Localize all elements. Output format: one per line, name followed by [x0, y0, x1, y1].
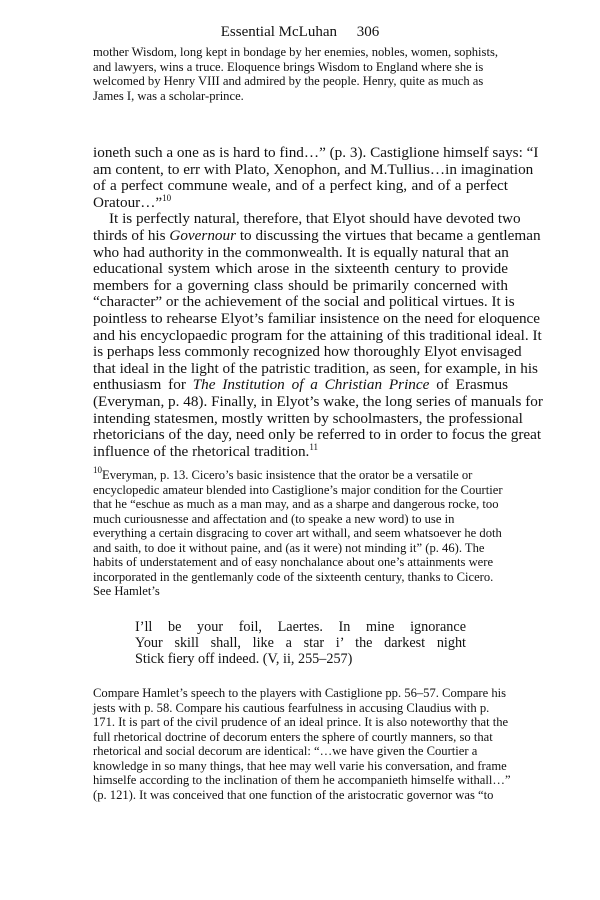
- verse-quotation: [135, 619, 466, 668]
- book-title: Governour: [169, 226, 237, 244]
- footnote-continuation: [93, 686, 511, 802]
- text: enthusiasm for: [93, 376, 193, 394]
- text: Everyman, p. 13. Cicero’s basic insistence that the orator be a versatile or: [102, 468, 473, 482]
- text-line: knowledge in so many things, that hee may well varie his conversation, and frame: [93, 758, 507, 773]
- text-line: pointless to rehearse Elyot’s familiar insistence on the need for eloquence: [93, 309, 541, 327]
- verse-line: Your skill shall, like a star i’ the darkest night: [135, 635, 466, 652]
- page-number: 306: [356, 24, 380, 40]
- text-line: “character” or the achievement of the social and political virtues. It is: [93, 293, 515, 311]
- text-line: members for a governing class should be primarily concerned with: [93, 276, 508, 294]
- text-line: (p. 121). It was conceived that one function of the aristocratic governor was “to: [93, 787, 494, 802]
- text-line: See Hamlet’s: [93, 584, 160, 598]
- footnote-marker: 10: [93, 465, 102, 475]
- footnote-ref-11[interactable]: 11: [309, 441, 319, 452]
- text-line: incorporated in the gentlemanly code of the sixteenth century, thanks to Cicero.: [93, 569, 494, 584]
- main-text: [93, 144, 543, 460]
- running-header: [0, 24, 600, 41]
- text: influence of the rhetorical tradition.: [93, 442, 310, 460]
- verse-line: Stick fiery off indeed. (V, ii, 255–257): [135, 651, 353, 668]
- text-line: of a perfect commune weale, and of a perfect king, and of a perfect: [93, 177, 508, 195]
- text-line: intending statesmen, mostly written by schoolmasters, the professional: [93, 409, 523, 427]
- text-line: full rhetorical doctrine of decorum enters the sphere of courtly manners, so that: [93, 729, 493, 744]
- text-line: James I, was a scholar-prince.: [93, 88, 244, 103]
- text-line: is perhaps less commonly recognized how thoroughly Elyot envisaged: [93, 343, 522, 361]
- top-footnote-continuation: [93, 45, 508, 103]
- text-line: educational system which arose in the sixteenth century to provide: [93, 260, 508, 278]
- header-title: Essential McLuhan: [220, 24, 337, 40]
- text-line: [93, 226, 541, 245]
- footnote-10: [93, 465, 508, 599]
- text-line: [93, 465, 508, 483]
- text-line: encyclopedic amateur blended into Castiglione’s major condition for the Courtier: [93, 482, 503, 497]
- text: of Erasmus: [429, 376, 508, 394]
- text: thirds of his: [93, 226, 170, 244]
- text-line: rhetoricians of the day, need only be referred to in order to focus the great: [93, 426, 542, 444]
- text-line: mother Wisdom, long kept in bondage by her enemies, nobles, women, sophists,: [93, 45, 499, 59]
- text-line: am content, to err with Plato, Xenophon, and M.Tullius…in imagination: [93, 160, 534, 178]
- text-line: who had authority in the commonwealth. It is equally natural that an: [93, 243, 509, 261]
- text-line: himselfe according to the inclination of them he accompanieth himselfe withall…”: [93, 773, 511, 787]
- text-line: and saith, to doe it without paine, and (as it were) not minding it” (p. 46). The: [93, 540, 485, 555]
- text-line: that he “eschue as much as a man may, and as a sharpe and dangerous rocke, too: [93, 497, 499, 511]
- text-line: welcomed by Henry VIII and admired by the people. Henry, quite as much as: [93, 74, 484, 88]
- text-line: 171. It is part of the civil prudence of an ideal prince. It is also noteworthy that the: [93, 715, 509, 729]
- text-line: [93, 441, 508, 461]
- text-line: rhetorical and social decorum are identical: “…we have given the Courtier a: [93, 744, 478, 758]
- text-line: that ideal in the light of the patristic tradition, as seen, for example, in his: [93, 359, 538, 377]
- footnote-ref-10[interactable]: 10: [162, 192, 172, 203]
- verse-line: I’ll be your foil, Laertes. In mine ignorance: [135, 619, 466, 635]
- text-line: and his encyclopaedic program for the attaining of this traditional ideal. It: [93, 326, 542, 344]
- text-line: habits of understatement and of easy nonchalance about one’s attainments were: [93, 555, 494, 569]
- text-line: everything a certain disgracing to cover art withall, and seem whatsoever he doth: [93, 526, 502, 540]
- text-line: jests with p. 58. Compare his cautious fearfulness in accusing Claudius with p.: [93, 700, 490, 715]
- text-line: much curiousnesse and affectation and (to speake a new word) to use in: [93, 511, 455, 526]
- text-line: It is perfectly natural, therefore, that Elyot should have devoted two: [109, 210, 521, 228]
- text-line: [93, 192, 508, 212]
- text-line: Compare Hamlet’s speech to the players with Castiglione pp. 56–57. Compare his: [93, 686, 507, 700]
- text: Oratour…”: [93, 193, 163, 211]
- text: to discussing the virtues that became a gentleman: [236, 226, 541, 244]
- text-line: ioneth such a one as is hard to find…” (p. 3). Castiglione himself says: “I: [93, 144, 539, 161]
- text-line: and lawyers, wins a truce. Eloquence brings Wisdom to England where she is: [93, 59, 484, 74]
- book-title: The Institution of a Christian Prince: [192, 376, 430, 394]
- text-line: (Everyman, p. 48). Finally, in Elyot’s wake, the long series of manuals for: [93, 392, 543, 410]
- text-line: [93, 377, 508, 394]
